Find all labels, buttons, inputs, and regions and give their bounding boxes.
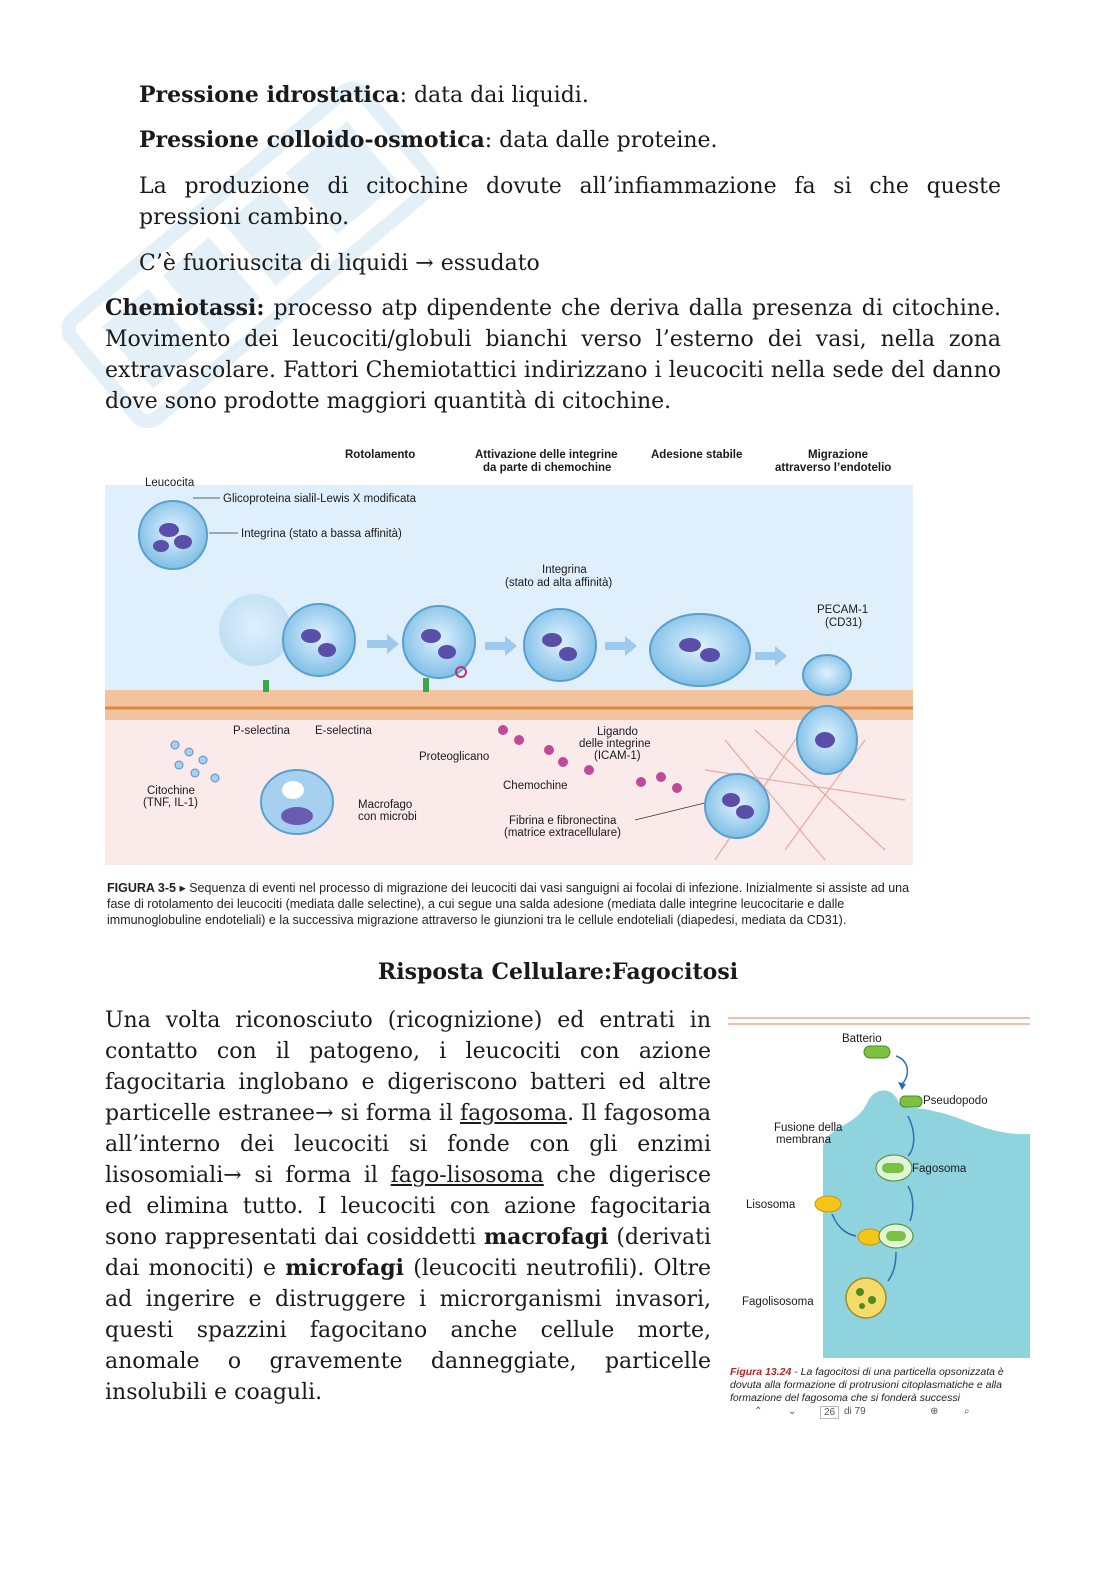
label-fagolisosoma: Fagolisosoma bbox=[742, 1296, 814, 1308]
leukocyte-tissue bbox=[705, 774, 769, 838]
label-citochine-1: Citochine bbox=[147, 785, 195, 797]
stage-rotolamento: Rotolamento bbox=[345, 449, 416, 461]
page-number-input[interactable]: 26 bbox=[820, 1406, 839, 1419]
label-fibrina-2: (matrice extracellulare) bbox=[504, 827, 621, 839]
label-pseudopodo: Pseudopodo bbox=[923, 1095, 988, 1107]
label-e-selectina: E-selectina bbox=[315, 725, 372, 737]
leukocyte-ghost bbox=[219, 594, 291, 666]
bacterium-icon bbox=[864, 1046, 890, 1058]
leukocyte-free bbox=[139, 501, 207, 569]
stage-migrazione-1: Migrazione bbox=[808, 449, 869, 461]
label-fusione-2: membrana bbox=[776, 1134, 831, 1146]
phagocyte-cell bbox=[823, 1090, 1030, 1358]
label-batterio: Batterio bbox=[842, 1033, 882, 1045]
label-citochine-2: (TNF, IL-1) bbox=[143, 797, 198, 809]
stage-attivazione-2: da parte di chemochine bbox=[483, 462, 612, 474]
paragraph-pressione-idrostatica: Pressione idrostatica: data dai liquidi. bbox=[139, 82, 589, 108]
paragraph-chemiotassi: Chemiotassi: processo atp dipendente che deriva dalla presenza di citochine. Movimento dei leucociti/globuli bianchi verso l’esterno dei vasi, nella zona extravascolare. Fattori Chemiotattici indirizzano i leucociti nella sede del danno dove sono prodotte maggiori quantità di citochine. bbox=[105, 295, 1001, 414]
stage-adesione: Adesione stabile bbox=[651, 449, 743, 461]
label-leucocita: Leucocita bbox=[145, 477, 195, 489]
e-selectin-mark bbox=[423, 678, 429, 692]
figure-13-24-caption: Figura 13.24 - La fagocitosi di una particella opsonizzata è dovuta alla formazione di protrusioni citoplasmatiche e alla formazione del fagosoma che si fonderà successi bbox=[730, 1366, 1004, 1404]
phagolysosome bbox=[846, 1278, 886, 1318]
pdf-viewer-toolbar[interactable] bbox=[730, 1406, 1030, 1420]
zoom-icon[interactable]: ⊕ bbox=[930, 1406, 939, 1417]
label-integrina-alta: (stato ad alta affinità) bbox=[505, 577, 613, 589]
label-cd31: (CD31) bbox=[825, 617, 863, 629]
label-p-selectina: P-selectina bbox=[233, 725, 290, 737]
paragraph-citochine: La produzione di citochine dovute all’infiammazione fa si che queste pressioni cambino. bbox=[139, 174, 1001, 230]
leukocyte-rolling-1 bbox=[283, 604, 355, 676]
leukocyte-activated bbox=[524, 609, 596, 681]
label-pecam: PECAM-1 bbox=[817, 604, 869, 616]
vessel-lumen bbox=[105, 485, 913, 695]
label-glicoproteina: Glicoproteina sialil-Lewis X modificata bbox=[223, 493, 417, 505]
label-ligando-2: delle integrine bbox=[579, 738, 651, 750]
paragraph-fagocitosi: Una volta riconosciuto (ricognizione) ed entrati in contatto con il patogeno, i leucociti con azione fagocitaria inglobano e digeriscono batteri ed altre particelle estranee→ si forma il fagosoma. Il fagosoma all’interno dei leucociti si fonde con gli enzimi lisosomiali→ si forma il fago-lisosoma che digerisce ed elimina tutto. I leucociti con azione fagocitaria sono rappresentati dai cosiddetti macrofagi (derivati dai monociti) e microfagi (leucociti neutrofili). Oltre ad ingerire e distruggere i microrganismi invasori, questi spazzini fagocitano anche cellule morte, anomale o gravemente danneggiate, particelle insolubili e coaguli. bbox=[105, 1008, 712, 1405]
label-integrina: Integrina bbox=[542, 564, 587, 576]
leukocyte-adherent bbox=[650, 614, 750, 686]
tissue bbox=[105, 720, 913, 865]
endothelium bbox=[105, 690, 913, 720]
macrophage bbox=[261, 770, 333, 834]
label-lisosoma: Lisosoma bbox=[746, 1199, 796, 1211]
label-macrofago-1: Macrofago bbox=[358, 799, 413, 811]
page-count: di 79 bbox=[844, 1406, 866, 1417]
chevron-down-icon[interactable]: ⌄ bbox=[788, 1406, 797, 1417]
leukocyte-migrating bbox=[797, 655, 857, 774]
search-icon[interactable]: ⌕ bbox=[964, 1406, 970, 1417]
figure-leukocyte-migration bbox=[105, 440, 913, 870]
label-chemochine: Chemochine bbox=[503, 780, 568, 792]
lysosome-icon bbox=[815, 1196, 841, 1212]
label-fagosoma: Fagosoma bbox=[912, 1163, 967, 1175]
chevron-up-icon[interactable]: ⌃ bbox=[754, 1406, 763, 1417]
label-ligando-3: (ICAM-1) bbox=[594, 750, 641, 762]
p-selectin-mark bbox=[263, 680, 269, 692]
label-ligando-1: Ligando bbox=[597, 726, 638, 738]
label-proteoglicano: Proteoglicano bbox=[419, 751, 490, 763]
stage-migrazione-2: attraverso l’endotelio bbox=[775, 462, 892, 474]
paragraph-pressione-colloido: Pressione colloido-osmotica: data dalle proteine. bbox=[139, 127, 718, 153]
paragraph-essudato: C’è fuoriuscita di liquidi → essudato bbox=[139, 251, 540, 276]
section-title: Risposta Cellulare:Fagocitosi bbox=[377, 959, 739, 985]
label-integrina-bassa: Integrina (stato a bassa affinità) bbox=[241, 528, 402, 540]
label-fibrina-1: Fibrina e fibronectina bbox=[509, 815, 617, 827]
stage-attivazione-1: Attivazione delle integrine bbox=[475, 449, 618, 461]
label-macrofago-2: con microbi bbox=[358, 811, 417, 823]
figure-3-5-caption: FIGURA 3-5 ▸ Sequenza di eventi nel processo di migrazione dei leucociti dai vasi sanguigni ai focolai di infezione. Inizialmente si assiste ad una fase di rotolamento dei leucociti (mediata dalle selectine), a cui segue una salda adesione (mediata dalle integrine leucocitarie e dalle immunoglobuline endoteliali) e la successiva migrazione attraverso le giunzioni tra le cellule endoteliali (diapedesi, mediata da CD31). bbox=[107, 881, 910, 927]
label-fusione-1: Fusione della bbox=[774, 1122, 843, 1134]
figure-phagocytosis bbox=[728, 1016, 1030, 1358]
